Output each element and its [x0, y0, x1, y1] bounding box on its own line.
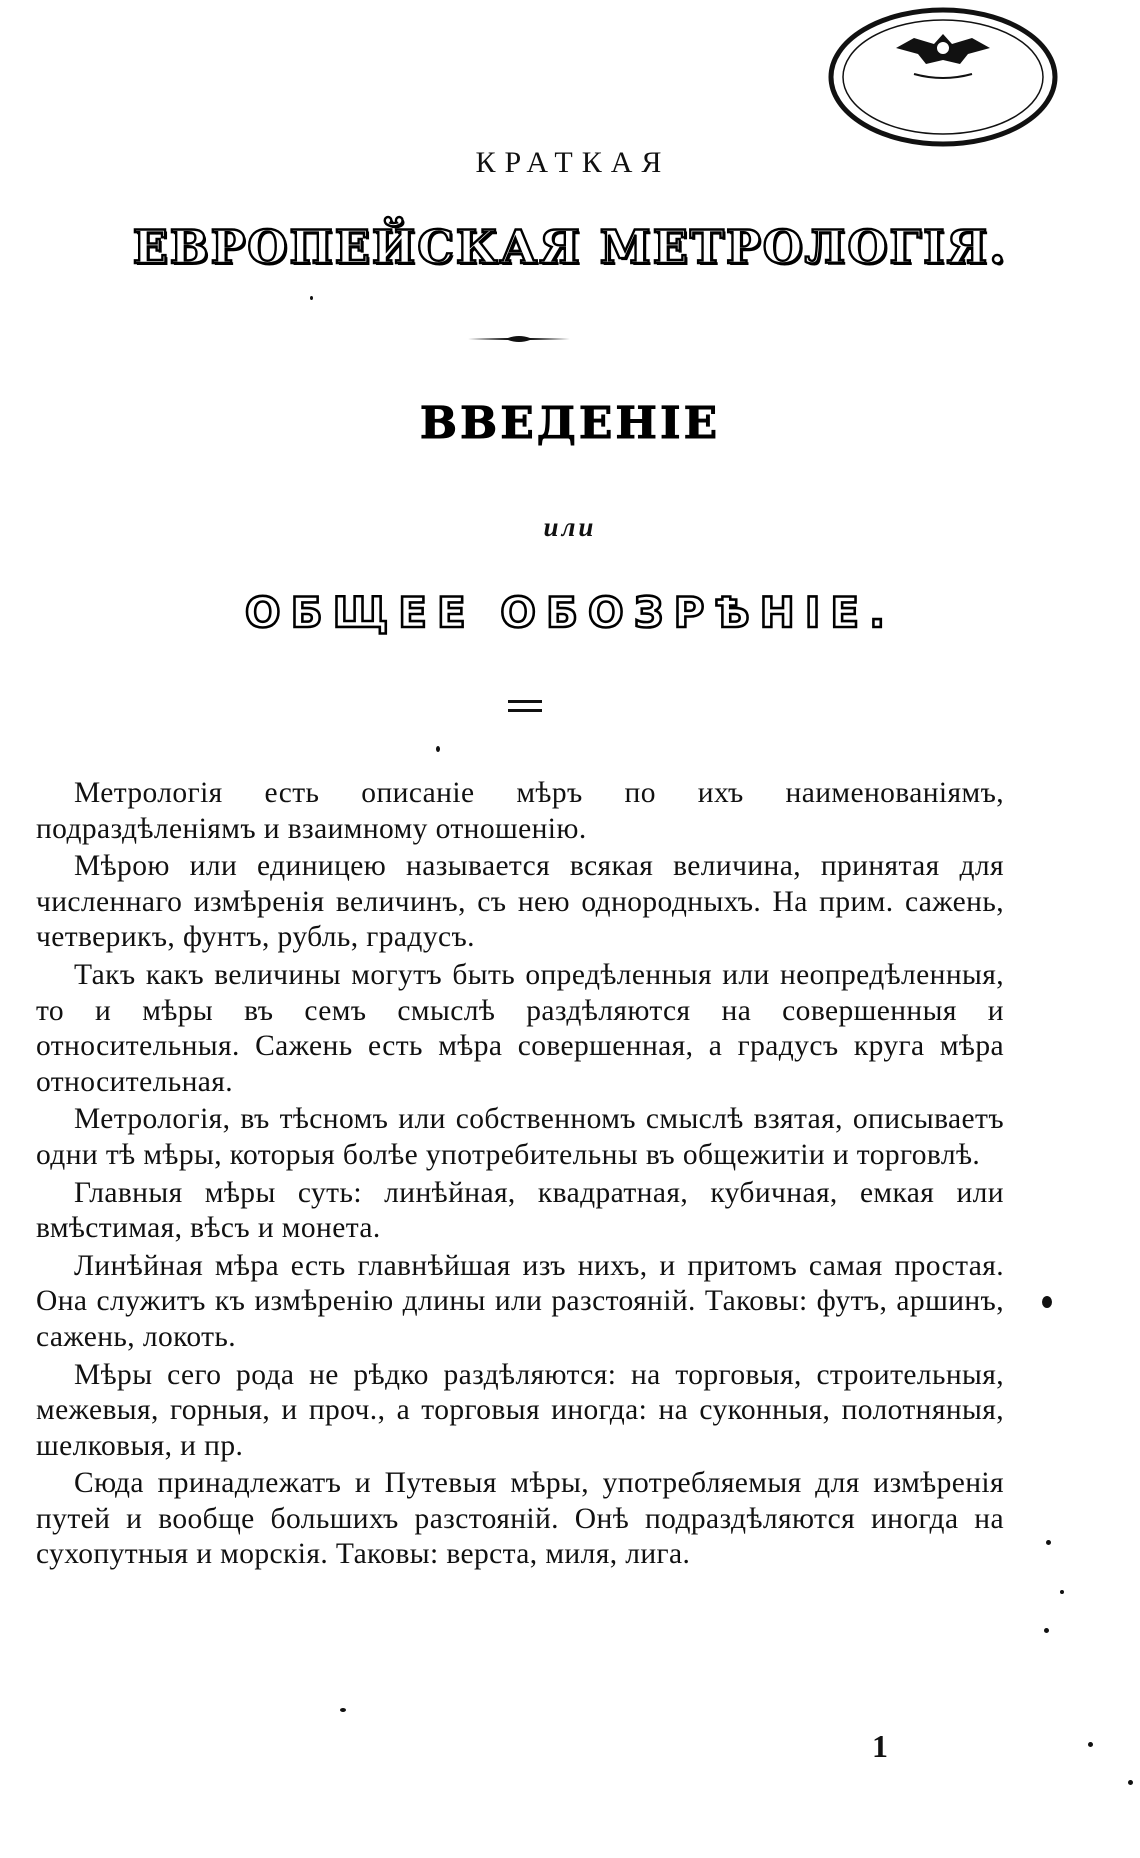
double-rule-divider	[508, 700, 542, 712]
paragraph: Метрологія, въ тѣсномъ или собственномъ смыслѣ взятая, описываетъ одни тѣ мѣры, которыя болѣе употребительны въ общежитіи и торговлѣ.	[36, 1103, 1004, 1171]
ink-speck	[310, 296, 313, 300]
ink-speck	[340, 1708, 346, 1712]
paragraph: Такъ какъ величины могутъ быть опредѣленныя или неопредѣленныя, то и мѣры въ семъ смыслѣ раздѣляются на совершенныя и относительныя. Сажень есть мѣра совершенная, а градусъ круга мѣра относительная.	[36, 958, 1004, 1098]
stamp-seal-icon	[826, 4, 1060, 150]
section-title: ВВЕДЕНІЕ	[419, 398, 721, 449]
paragraph: Главныя мѣры суть: линѣйная, квадратная, кубичная, емкая или вмѣстимая, вѣсъ и монета.	[36, 1176, 1004, 1245]
ink-speck	[1128, 1780, 1133, 1785]
ink-speck	[1046, 1540, 1051, 1545]
paragraph: Сюда принадлежатъ и Путевыя мѣры, употребляемыя для измѣренія путей и вообще большихъ разстояній. Онѣ подраздѣляются иногда на сухопутныя и морскія. Таковы: верста, миля, лига.	[36, 1467, 1004, 1571]
paragraph: Мѣрою или единицею называется всякая величина, принятая для численнаго измѣренія величинъ, съ нею однородныхъ. На прим. сажень, четверикъ, фунтъ, рубль, градусъ.	[36, 850, 1004, 954]
section-conjunction: или	[543, 512, 597, 542]
paragraph: Мѣры сего рода не рѣдко раздѣляются: на торговыя, строительныя, межевыя, горныя, и проч., а торговыя иногда: на суконныя, полотняныя, шелковыя, и пр.	[36, 1358, 1004, 1462]
page-number: 1	[872, 1728, 888, 1764]
library-stamp	[826, 4, 1060, 150]
ink-speck	[1044, 1628, 1049, 1633]
ink-speck	[1060, 1590, 1064, 1594]
title-kicker: КРАТКАЯ	[475, 146, 671, 179]
title-rule-ornament	[468, 334, 570, 344]
body-text	[36, 776, 1004, 1573]
ink-speck	[1088, 1742, 1093, 1747]
book-title: ЕВРОПЕЙСКАЯ МЕТРОЛОГІЯ.	[132, 220, 1008, 274]
paragraph: Метрологія есть описаніе мѣръ по ихъ наименованіямъ, подраздѣленіямъ и взаимному отношенію.	[36, 777, 1004, 845]
paragraph: Линѣйная мѣра есть главнѣйшая изъ нихъ, и притомъ самая простая. Она служитъ къ измѣренію длины или разстояній. Таковы: футъ, аршинъ, сажень, локоть.	[36, 1249, 1004, 1353]
ink-speck	[436, 746, 440, 752]
ink-speck	[1042, 1296, 1052, 1308]
section-subtitle: ОБЩЕЕ ОБОЗРѢНІЕ.	[244, 588, 896, 637]
